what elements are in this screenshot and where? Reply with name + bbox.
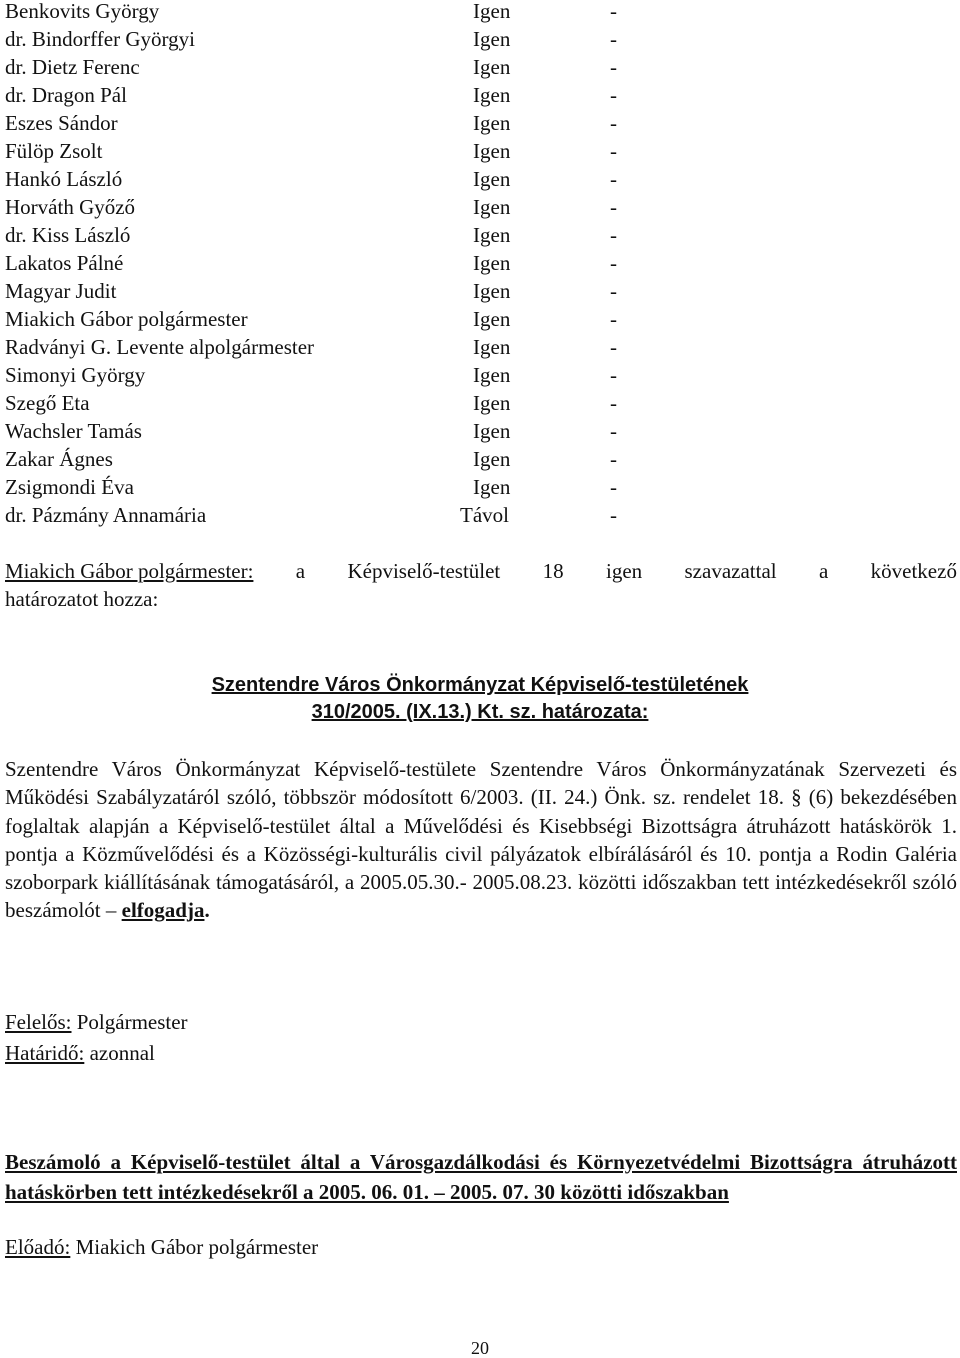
member-name: Wachsler Tamás	[5, 419, 142, 443]
vote-value: Igen	[473, 195, 511, 219]
responsible-row	[5, 1007, 188, 1038]
vote-dash: -	[610, 335, 617, 359]
vote-value: Igen	[473, 27, 511, 51]
resolution-text: Szentendre Város Önkormányzat Képviselő-testülete Szentendre Város Önkormányzatának Szervezeti és Működési Szabályzatáról szóló, többször módosított 6/2003. (II. 24.) Önk. sz. rendelet 18. § (6) bekezdésében foglaltak alapján a Képviselő-testület által a Művelődési és Kisebbségi Bizottságra átruházott hatáskörök 1. pontja a Közművelődési és a Közösségi-kulturális civil pályázatok elbírálásáról és 10. pontja a Rodin Galéria szoborpark kiállításának támogatásáról, a 2005.05.30.- 2005.08.23. közötti időszakban tett intézkedésekről szóló beszámolót –	[5, 757, 957, 923]
member-name: Benkovits György	[5, 0, 160, 23]
vote-result-word: igen	[605, 559, 643, 583]
vote-result-word: szavazattal	[684, 559, 777, 583]
vote-dash: -	[610, 139, 617, 163]
member-name: Radványi G. Levente alpolgármester	[5, 335, 315, 359]
member-name: dr. Kiss László	[5, 223, 131, 247]
resolution-title-line-2: 310/2005. (IX.13.) Kt. sz. határozata:	[311, 701, 649, 723]
vote-row	[5, 389, 625, 417]
vote-row	[5, 25, 625, 53]
resolution-title-line-1: Szentendre Város Önkormányzat Képviselő-testületének	[211, 674, 749, 696]
vote-value: Igen	[473, 167, 511, 191]
vote-value: Igen	[473, 447, 511, 471]
vote-dash: -	[610, 223, 617, 247]
member-name: Hankó László	[5, 167, 123, 191]
vote-dash: -	[610, 27, 617, 51]
vote-value: Igen	[473, 419, 511, 443]
vote-result-word: következő	[870, 559, 957, 583]
resolution-title	[0, 672, 960, 726]
vote-value: Igen	[473, 223, 511, 247]
vote-row	[5, 417, 625, 445]
vote-dash: -	[610, 363, 617, 387]
vote-row	[5, 305, 625, 333]
responsible-label: Felelős:	[5, 1010, 72, 1034]
vote-dash: -	[610, 195, 617, 219]
page-number: 20	[471, 1338, 489, 1358]
vote-row	[5, 53, 625, 81]
vote-value: Igen	[473, 279, 511, 303]
vote-dash: -	[610, 447, 617, 471]
vote-dash: -	[610, 391, 617, 415]
vote-result-paragraph	[5, 557, 957, 613]
vote-result-continuation: határozatot hozza:	[5, 587, 159, 611]
vote-value: Igen	[473, 363, 511, 387]
responsibility-block	[5, 1007, 188, 1069]
resolution-decision: elfogadja	[121, 898, 205, 923]
deadline-label: Határidő:	[5, 1041, 85, 1065]
vote-result-word: 18	[542, 559, 564, 583]
vote-result-word: a	[295, 559, 306, 583]
vote-dash: -	[610, 279, 617, 303]
vote-row	[5, 221, 625, 249]
vote-value: Igen	[473, 251, 511, 275]
presenter-label: Előadó:	[5, 1235, 71, 1259]
member-name: Szegő Eta	[5, 391, 90, 415]
presenter-row	[5, 1233, 318, 1261]
deadline-value: azonnal	[89, 1041, 155, 1065]
responsible-value: Polgármester	[76, 1010, 188, 1034]
vote-result-word: Képviselő-testület	[347, 559, 501, 583]
member-name: dr. Pázmány Annamária	[5, 503, 207, 527]
vote-value: Távol	[460, 503, 509, 527]
vote-row	[5, 445, 625, 473]
deadline-row	[5, 1038, 188, 1069]
member-name: Fülöp Zsolt	[5, 139, 103, 163]
vote-value: Igen	[473, 55, 511, 79]
resolution-end-mark: .	[204, 898, 210, 923]
vote-row	[5, 501, 625, 529]
vote-dash: -	[610, 55, 617, 79]
vote-dash: -	[610, 503, 617, 527]
member-name: dr. Dragon Pál	[5, 83, 127, 107]
vote-row	[5, 193, 625, 221]
member-name: dr. Bindorffer Györgyi	[5, 27, 195, 51]
member-name: Eszes Sándor	[5, 111, 118, 135]
presenter-value: Miakich Gábor polgármester	[75, 1235, 319, 1259]
vote-row	[5, 0, 625, 25]
vote-row	[5, 109, 625, 137]
vote-row	[5, 473, 625, 501]
vote-dash: -	[610, 111, 617, 135]
vote-dash: -	[610, 251, 617, 275]
vote-row	[5, 165, 625, 193]
member-name: dr. Dietz Ferenc	[5, 55, 140, 79]
member-name: Magyar Judit	[5, 279, 117, 303]
vote-dash: -	[610, 167, 617, 191]
member-name: Horváth Győző	[5, 195, 136, 219]
member-name: Miakich Gábor polgármester	[5, 307, 248, 331]
member-name: Zakar Ágnes	[5, 447, 113, 471]
vote-dash: -	[610, 0, 617, 23]
vote-list	[5, 0, 625, 529]
vote-dash: -	[610, 307, 617, 331]
member-name: Simonyi György	[5, 363, 146, 387]
member-name: Lakatos Pálné	[5, 251, 124, 275]
vote-row	[5, 277, 625, 305]
vote-row	[5, 81, 625, 109]
vote-result-line	[5, 557, 957, 585]
resolution-body	[5, 755, 957, 925]
speaker-name: Miakich Gábor polgármester:	[5, 559, 254, 583]
vote-value: Igen	[473, 335, 511, 359]
vote-row	[5, 361, 625, 389]
vote-value: Igen	[473, 0, 511, 23]
vote-dash: -	[610, 83, 617, 107]
vote-value: Igen	[473, 475, 511, 499]
vote-value: Igen	[473, 139, 511, 163]
vote-value: Igen	[473, 83, 511, 107]
vote-value: Igen	[473, 391, 511, 415]
vote-row	[5, 333, 625, 361]
member-name: Zsigmondi Éva	[5, 475, 134, 499]
vote-row	[5, 249, 625, 277]
vote-dash: -	[610, 419, 617, 443]
vote-value: Igen	[473, 307, 511, 331]
vote-dash: -	[610, 475, 617, 499]
vote-value: Igen	[473, 111, 511, 135]
vote-row	[5, 137, 625, 165]
vote-result-word: a	[818, 559, 829, 583]
agenda-title: Beszámoló a Képviselő-testület által a Városgazdálkodási és Környezetvédelmi Bizottságra átruházott hatáskörben tett intézkedésekről a 2005. 06. 01. – 2005. 07. 30 közötti időszakban	[5, 1150, 957, 1204]
